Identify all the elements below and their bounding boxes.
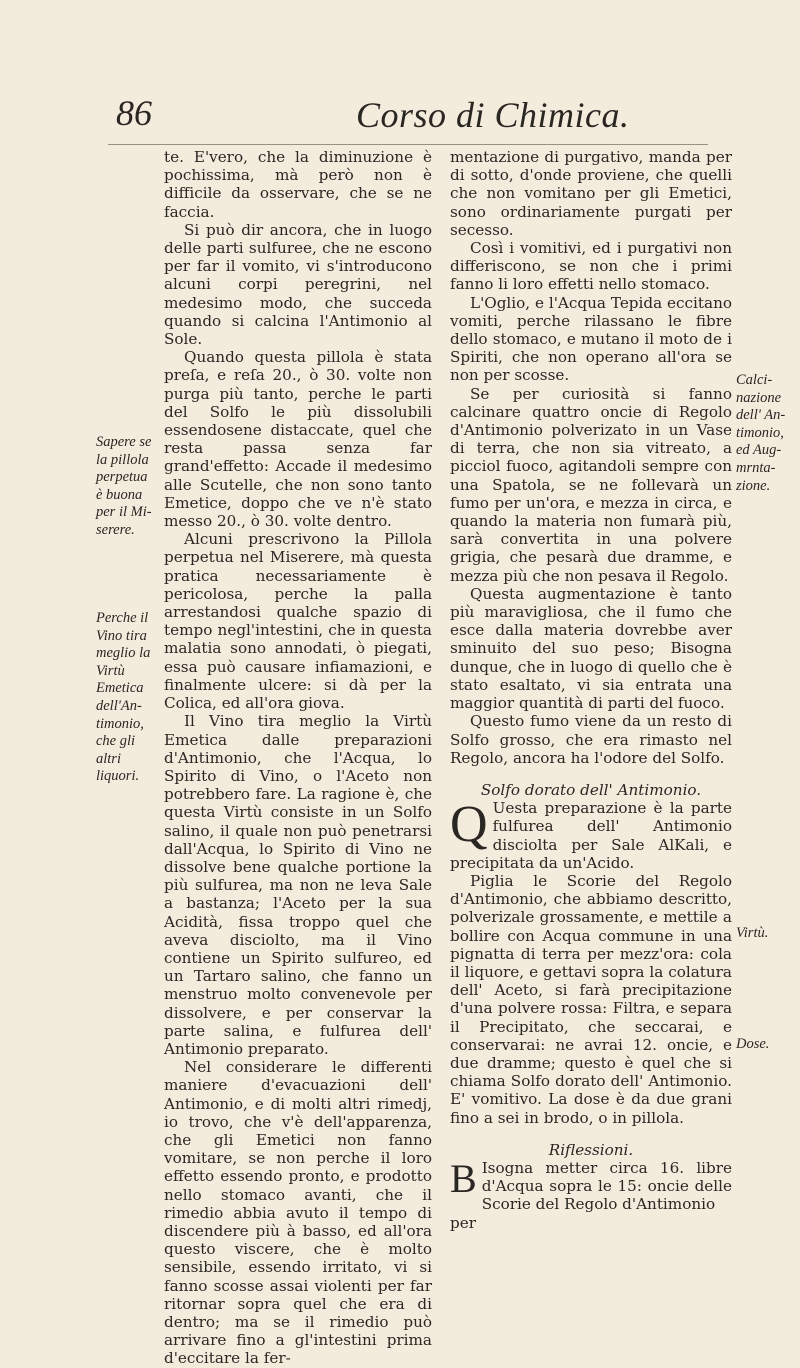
paragraph: Alcuni prescrivono la Pillola perpetua nel Miserere, mà questa pratica necessariamente è pericolosa, perche la palla arrestandosi qualche spazio di tempo negl'intestini, che in questa malatia sono annodati, ò piegati, essa può causare infiamazioni, e finalmente ulcere: si dà per la Colica, ed all'ora giova. — [164, 530, 432, 713]
margin-note-line: timonio, — [736, 424, 784, 441]
paragraph: Quando questa pillola è stata preſa, e reſa 20., ò 30. volte non purga più tanto, perche le parti del Solfo le più dissolubili essendosene distaccate, quel che resta passa senza far grand'effetto: Accade il medesimo alle Scutelle, che non sono tanto Emetice, doppo che ve n'è stato messo 20., ò 30. volte dentro. — [164, 348, 432, 531]
paragraph: Piglia le Scorie del Regolo d'Antimonio, che abbiamo descritto, polverizale grossamente, e mettile a bollire con Acqua commune in una pignatta di terra per mezz'ora: cola il liquore, e gettavi sopra la colatura dell' Aceto, si farà precipitazione d'una polvere rossa: Filtra, e separa il Precipitato, che seccarai, e conservarai: ne avrai 12. oncie, e due dramme; questo è quel che si chiama Solfo dorato dell' Antimonio. E' vomitivo. La dose è da due grani fino a sei in brodo, o in pillola. — [450, 871, 732, 1127]
margin-note-line: Sapere se — [96, 434, 152, 450]
margin-note-line: Vino tira — [96, 627, 147, 644]
right-column — [450, 148, 732, 1232]
header-rule — [108, 144, 708, 145]
margin-note-line: Emetica — [96, 680, 144, 697]
margin-note-line: meglio la — [96, 645, 151, 662]
margin-note-line: nazione — [736, 389, 782, 406]
margin-note-line: altri — [96, 750, 121, 767]
margin-note — [96, 610, 150, 786]
margin-note-line: timonio, — [96, 715, 144, 732]
margin-note — [96, 434, 152, 540]
margin-note-line: dell' An- — [736, 407, 786, 424]
running-title: Corso di Chimica. — [356, 95, 630, 135]
catchword: per — [450, 1213, 476, 1232]
margin-note-line: la pillola — [96, 451, 149, 468]
paragraph: te. E'vero, che la diminuzione è pochissima, mà però non è difficile da osservare, che se ne faccia. — [164, 148, 432, 221]
page-header — [108, 92, 708, 144]
margin-note-line: Perche il — [96, 610, 149, 626]
left-column — [164, 148, 432, 1368]
margin-note-line: per il Mi- — [96, 504, 152, 521]
margin-note-line: Virtù — [96, 662, 125, 679]
margin-note-line: Calci- — [736, 372, 773, 388]
margin-note — [736, 925, 768, 943]
section-text: Isogna metter circa 16. libre d'Acqua sopra le 15: oncie delle Scorie del Regolo d'Antimonio — [481, 1158, 732, 1214]
margin-note — [736, 372, 785, 495]
margin-note — [736, 1036, 769, 1054]
paragraph: Nel considerare le differenti maniere d'evacuazioni dell' Antimonio, e di molti altri rimedj, io trovo, che v'è dell'apparenza, che gli Emetici non fanno vomitare, se non perche il loro effetto essendo pronto, e prodotto nello stomaco avanti, che il rimedio abbia avuto il tempo di discendere più à basso, ed all'ora questo viscere, che è molto sensibile, essendo irritato, vi si fanno scosse assai violenti per far ritornar sopra quel che era di dentro; ma se il rimedio può arrivare fino a gl'intestini prima d'eccitare la fer- — [164, 1058, 432, 1368]
margin-note-line: dell'An- — [96, 697, 142, 714]
margin-note-line: ed Aug- — [736, 442, 782, 459]
margin-note-line: perpetua — [96, 469, 148, 486]
paragraph: Questo fumo viene da un resto di Solfo grosso, che era rimasto nel Regolo, ancora ha l'odore del Solfo. — [450, 712, 732, 767]
margin-note-line: è buona — [96, 486, 143, 503]
drop-cap: B — [450, 1155, 477, 1201]
section-title: Riflessioni. — [548, 1140, 634, 1159]
paragraph — [450, 796, 732, 872]
section-title: Solfo dorato dell' Antimonio. — [480, 780, 702, 799]
margin-note-line: liquori. — [96, 768, 140, 785]
paragraph: Così i vomitivi, ed i purgativi non differiscono, se non che i primi fanno li loro effetti nello stomaco. — [450, 239, 732, 294]
margin-note-line: serere. — [96, 521, 135, 538]
margin-note-line: Dose. — [736, 1036, 770, 1052]
paragraph: Si può dir ancora, che in luogo delle parti sulfuree, che ne escono per far il vomito, vi s'introducono alcuni corpi peregrini, nel medesimo modo, che succeda quando si calcina l'Antimonio al Sole. — [164, 220, 432, 349]
paragraph: L'Oglio, e l'Acqua Tepida eccitano vomiti, perche rilassano le fibre dello stomaco, e mutano il moto de i Spiriti, che non operano all'ora se non per scosse. — [450, 293, 732, 385]
paragraph — [450, 1155, 732, 1214]
paragraph: Questa augmentazione è tanto più maravigliosa, che il fumo che esce dalla materia dovrebbe aver sminuito del suo peso; Bisogna dunque, che in luogo di quello che è stato esaltato, vi sia entrata una maggior quantità di parti del fuoco. — [450, 584, 732, 713]
drop-cap: Q — [450, 796, 488, 854]
paragraph: Se per curiosità si fanno calcinare quattro oncie di Regolo d'Antimonio polverizato in un Vase di terra, che non sia vitreato, a picciol fuoco, agitandoli sempre con una Spatola, se ne follevarà un fumo per un'ora, e mezza in circa, e quando la materia non fumarà più, sarà convertita in una polvere grigia, che pesarà due dramme, e mezza più che non pesava il Regolo. — [450, 384, 732, 585]
paragraph: Il Vino tira meglio la Virtù Emetica dalle preparazioni d'Antimonio, che l'Acqua, lo Spirito di Vino, o l'Aceto non potrebbero fare. La ragione è, che questa Virtù consiste in un Solfo salino, il quale non può penetrarsi dall'Acqua, lo Spirito di Vino ne dissolve bene qualche portione la più sulfurea, ma non ne leva Sale a bastanza; l'Aceto per la sua Acidità, fissa troppo quel che aveva disciolto, ma il Vino contiene un Spirito sulfureo, ed un Tartaro salino, che fanno un menstruo molto convenevole per dissolvere, e per conservar la parte salina, e fulfurea dell' Antimonio preparato. — [164, 712, 432, 1058]
margin-note-line: mrnta- — [736, 459, 776, 476]
margin-note-line: che gli — [96, 733, 136, 750]
page-number: 86 — [116, 93, 152, 133]
margin-note-line: Virtù. — [736, 925, 769, 941]
margin-note-line: zione. — [736, 477, 771, 494]
section-text: Uesta preparazione è la parte fulfurea dell' Antimonio disciolta per Sale AlKali, e precipitata da un'Acido. — [450, 799, 732, 872]
paragraph: mentazione di purgativo, manda per di sotto, d'onde proviene, che quelli che non vomitano per gli Emetici, sono ordinariamente purgati per secesso. — [450, 148, 732, 239]
